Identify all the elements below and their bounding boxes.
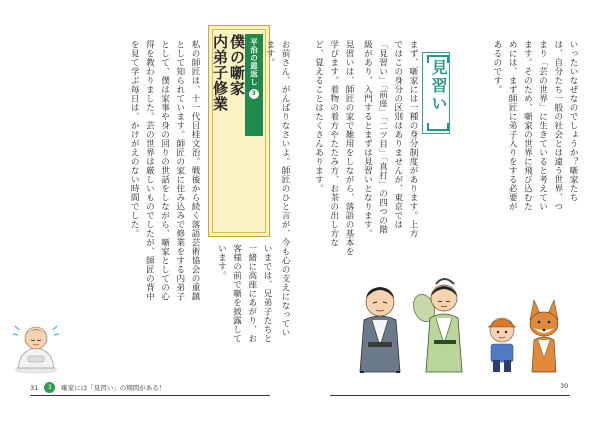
column-number-badge: 3 — [249, 89, 259, 99]
right-mid-paragraph: まず、噺家には一種の身分制度があります。上方ではこの身分の区別はありませんが、東京では「見習い」「前座」「二ツ目」「真打」の四つの階級があり、入門するとまずは見習いとなります。 — [362, 40, 418, 238]
section-heading-box — [422, 52, 450, 134]
kneeling-apprentice-icon — [10, 316, 62, 376]
section-heading: 見習い — [429, 59, 448, 113]
right-footer — [560, 382, 568, 390]
left-page-number: 31 — [30, 383, 39, 392]
column-title — [211, 34, 246, 194]
heading-bracket-bottom — [427, 123, 449, 131]
column-title-line1: 僕の噺家 — [228, 34, 246, 96]
left-right-paragraph: お前さん、がんばりなさいよ。師匠のひと言が、今も心の支えになっています。 — [264, 40, 290, 337]
master-in-kimono-icon — [354, 276, 406, 376]
column-label — [245, 34, 263, 136]
right-footer-rule — [330, 395, 570, 396]
fox-character-icon — [524, 292, 564, 376]
left-page-right-column-text — [264, 40, 292, 344]
left-body-paragraph: 私の師匠は、十一代目桂文治。戦後から続く落語芸術協会の重鎮として知られています。師匠の家に住み込みで修業をする内弟子として、僕は家事や身の回りの世話をしながら、噺家としての心得を教わりました。芸の世界は厳しいものでしたが、師匠の背中を見て学ぶ毎日は、かけがえのない時間でした。 — [129, 40, 200, 301]
right-page-bottom-text — [313, 40, 356, 260]
right-bottom-paragraph: 見習いは、師匠の家で雑用をしながら、落語の基本を学びます。着物の着方やたたみ方、お茶の出し方など、覚えることはたくさんあります。 — [313, 40, 354, 256]
column-title-line2: 内弟子修業 — [211, 34, 229, 112]
left-footer-rule — [30, 395, 270, 396]
left-page-bottom-text — [208, 244, 274, 344]
left-bottom-paragraph: いまでは、兄弟子たちと一緒に高座にあがり、お客様の前で噺を披露しています。 — [216, 244, 272, 343]
left-footer — [30, 382, 165, 393]
left-page-body-text — [30, 40, 202, 302]
column-label-text: 平治の恩返し — [249, 38, 259, 86]
right-page-number: 30 — [560, 382, 569, 390]
apprentice-carrying-bag-icon — [412, 268, 472, 378]
boy-with-cap-icon — [482, 300, 522, 374]
running-head: 噺家には「見習い」の期間がある！ — [61, 384, 166, 392]
right-page-top-text — [452, 40, 580, 216]
right-page-mid-text — [358, 40, 420, 240]
right-top-paragraph: いったいなぜなのでしょうか？噺家たちは、自分たち一般の社会とは違う世界、つまり「芸の世界」に生きていると考えています。そのため、噺家の世界に飛び込むためには、まず師匠に弟子入りをする必要があるのです。 — [491, 40, 578, 211]
chapter-badge-icon: 3 — [44, 382, 55, 393]
